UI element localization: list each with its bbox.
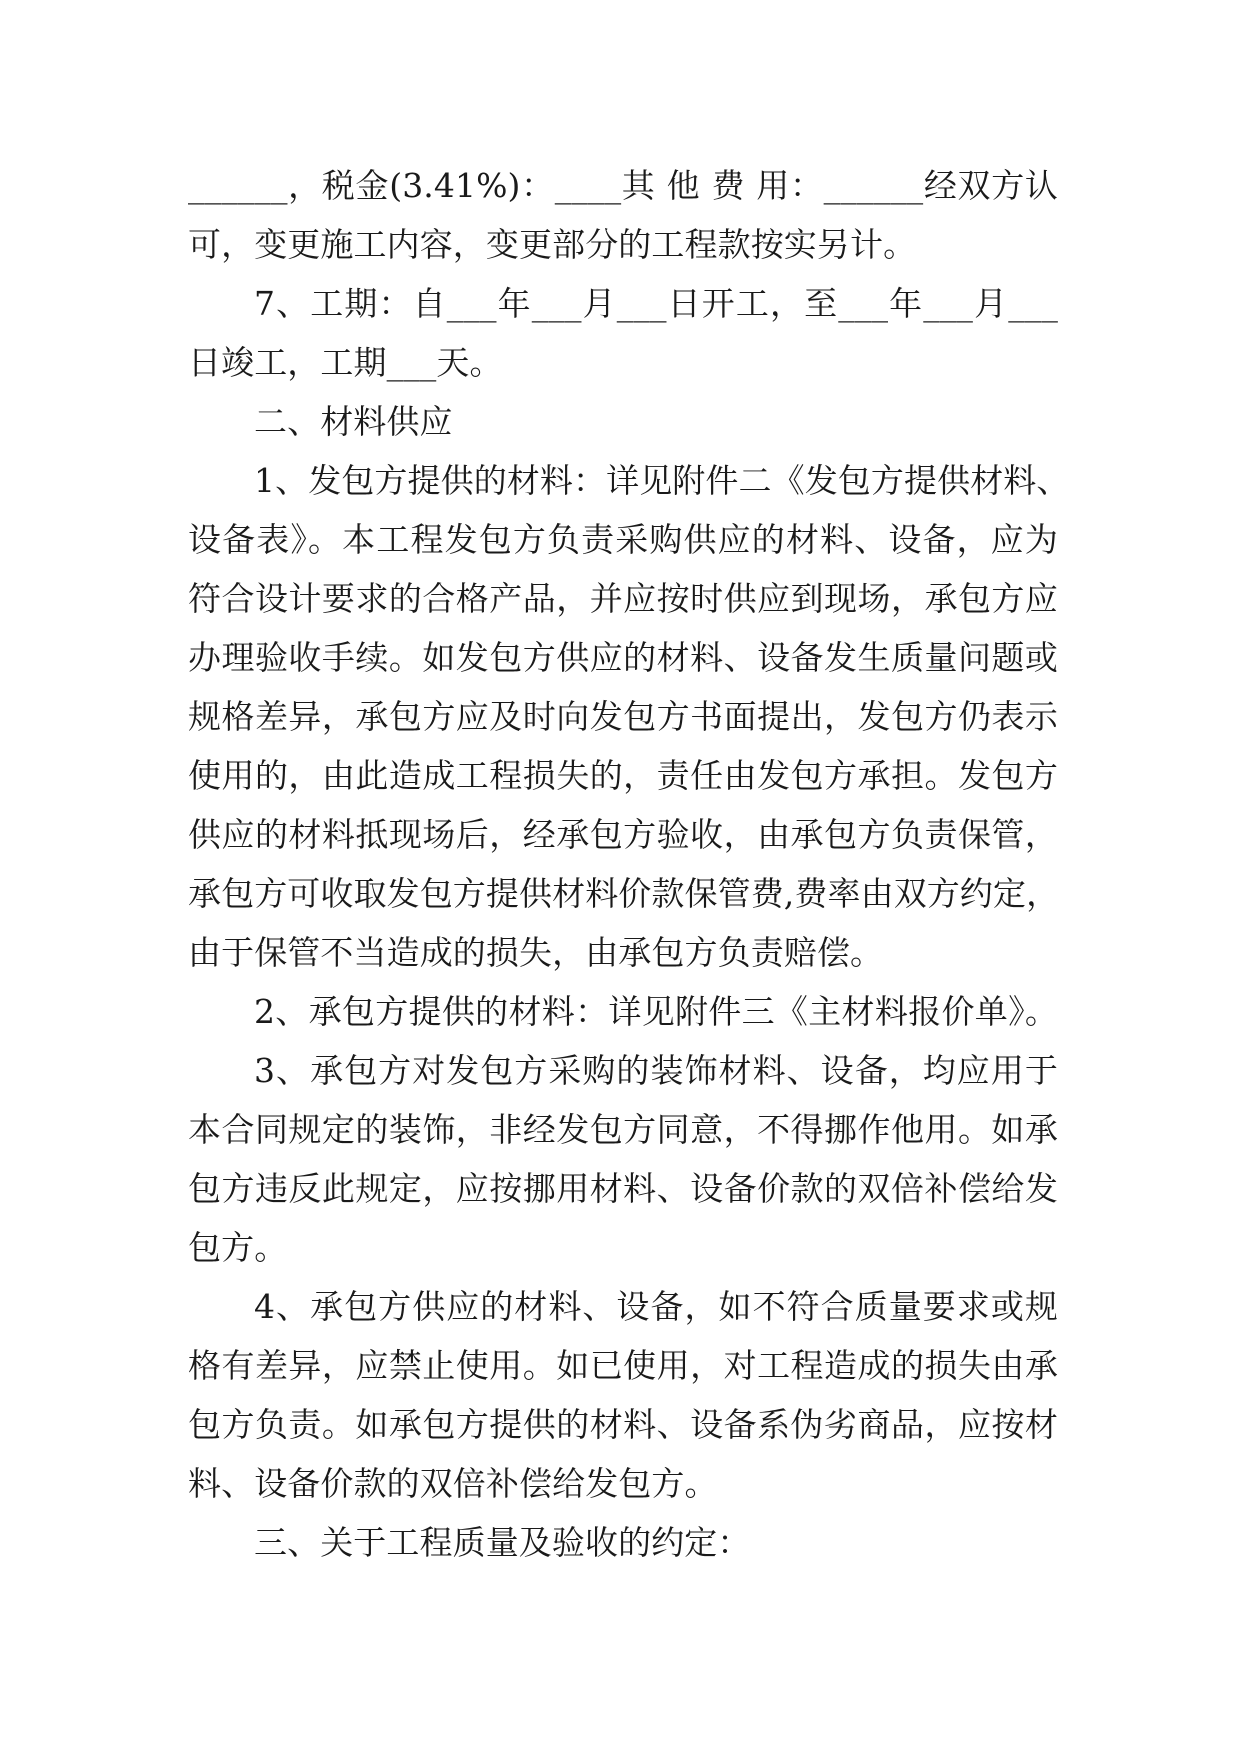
paragraph-line: 1、发包方提供的材料：详见附件二《发包方提供材料、 (254, 461, 1070, 500)
paragraph-line: 包方违反此规定，应按挪用材料、设备价款的双倍补偿给发 (188, 1169, 1058, 1208)
paragraph-line: 本合同规定的装饰，非经发包方同意，不得挪作他用。如承 (188, 1110, 1058, 1149)
paragraph-line: 4、承包方供应的材料、设备，如不符合质量要求或规 (254, 1287, 1058, 1326)
paragraph-line: 料、设备价款的双倍补偿给发包方。 (188, 1464, 718, 1503)
paragraph-line: 办理验收手续。如发包方供应的材料、设备发生质量问题或 (188, 638, 1058, 677)
section-heading: 二、材料供应 (254, 402, 453, 441)
document-page (188, 156, 1070, 1572)
paragraph-line: 2、承包方提供的材料：详见附件三《主材料报价单》。 (254, 992, 1058, 1031)
paragraph-line: 包方负责。如承包方提供的材料、设备系伪劣商品，应按材 (188, 1405, 1058, 1444)
paragraph-line: 规格差异，承包方应及时向发包方书面提出，发包方仍表示 (188, 697, 1058, 736)
paragraph-line: 日竣工，工期___天。 (188, 343, 503, 382)
paragraph-line: 格有差异，应禁止使用。如已使用，对工程造成的损失由承 (188, 1346, 1058, 1385)
paragraph-line: ______，税金(3.41%)：____其 他 费 用：______经双方认 (188, 166, 1058, 205)
paragraph-line: 7、工期：自___年___月___日开工，至___年___月___ (254, 284, 1058, 323)
paragraph-line: 包方。 (188, 1228, 288, 1267)
paragraph-line: 由于保管不当造成的损失，由承包方负责赔偿。 (188, 933, 884, 972)
paragraph-line: 设备表》。本工程发包方负责采购供应的材料、设备，应为 (188, 520, 1058, 559)
paragraph-line: 符合设计要求的合格产品，并应按时供应到现场，承包方应 (188, 579, 1058, 618)
paragraph-line: 3、承包方对发包方采购的装饰材料、设备，均应用于 (254, 1051, 1058, 1090)
paragraph-line: 供应的材料抵现场后，经承包方验收，由承包方负责保管， (188, 815, 1058, 854)
paragraph-line: 使用的，由此造成工程损失的，责任由发包方承担。发包方 (188, 756, 1058, 795)
paragraph-line: 可，变更施工内容，变更部分的工程款按实另计。 (188, 225, 917, 264)
section-heading: 三、关于工程质量及验收的约定： (254, 1523, 751, 1562)
paragraph-line: 承包方可收取发包方提供材料价款保管费,费率由双方约定， (188, 874, 1060, 913)
